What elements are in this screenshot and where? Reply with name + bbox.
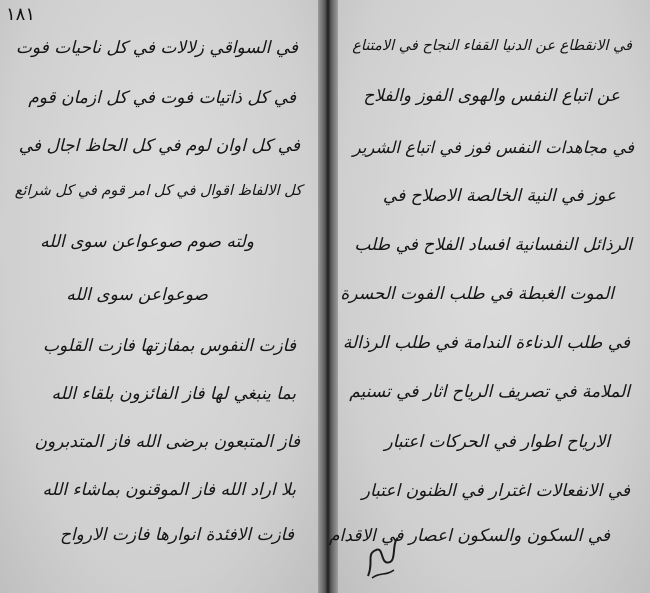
left-line-5: ولته صوم صوعواعن سوى الله [40,232,254,252]
right-line-1: في الانقطاع عن الدنيا القفاء النجاح في الامتناع [352,38,632,54]
left-line-3: في كل اوان لوم في كل الحاظ اجال في [18,136,300,156]
left-line-4: كل الالفاظ اقوال في كل امر قوم في كل شرائع [14,183,302,199]
right-line-2: عن اتباع النفس والهوى الفوز والفلاح [363,86,620,106]
right-line-6: الموت الغبطة في طلب الفوت الحسرة [340,284,614,304]
left-line-2: في كل ذاتيات فوت في كل ازمان قوم [28,88,296,108]
right-line-9: الارياح اطوار في الحركات اعتبار [384,432,610,452]
right-line-3: في مجاهدات النفس فوز في اتباع الشرير [352,138,634,157]
right-line-10: في الانفعالات اغترار في الظنون اعتبار [361,481,630,501]
book-gutter [318,0,338,593]
right-line-8: الملامة في تصريف الرياح اثار في تسنيم [349,382,630,402]
catchword-flourish [362,532,402,582]
right-line-7: في طلب الدناءة الندامة في طلب الرذالة [342,333,630,353]
left-line-11: فازت الافئدة انوارها فازت الارواح [59,525,294,545]
left-line-9: فاز المتبعون برضى الله فاز المتدبرون [34,432,300,452]
left-line-7: فازت النفوس بمفازتها فازت القلوب [42,336,296,356]
page-number: ١٨١ [6,4,36,25]
right-line-11: في السكون والسكون اعصار في الاقدام [329,526,610,546]
left-line-8: بما ينبغي لها فاز الفائزون بلقاء الله [51,384,296,404]
left-line-1: في السواقي زلالات في كل ناحيات فوت [15,38,298,58]
left-page [0,0,318,593]
right-line-4: عوز في النية الخالصة الاصلاح في [382,186,616,206]
right-line-5: الرذائل النفسانية افساد الفلاح في طلب [354,235,632,255]
left-line-10: بلا اراد الله فاز الموقنون بماشاء الله [42,480,296,500]
left-line-6: صوعواعن سوى الله [66,285,208,305]
right-page [329,0,650,593]
